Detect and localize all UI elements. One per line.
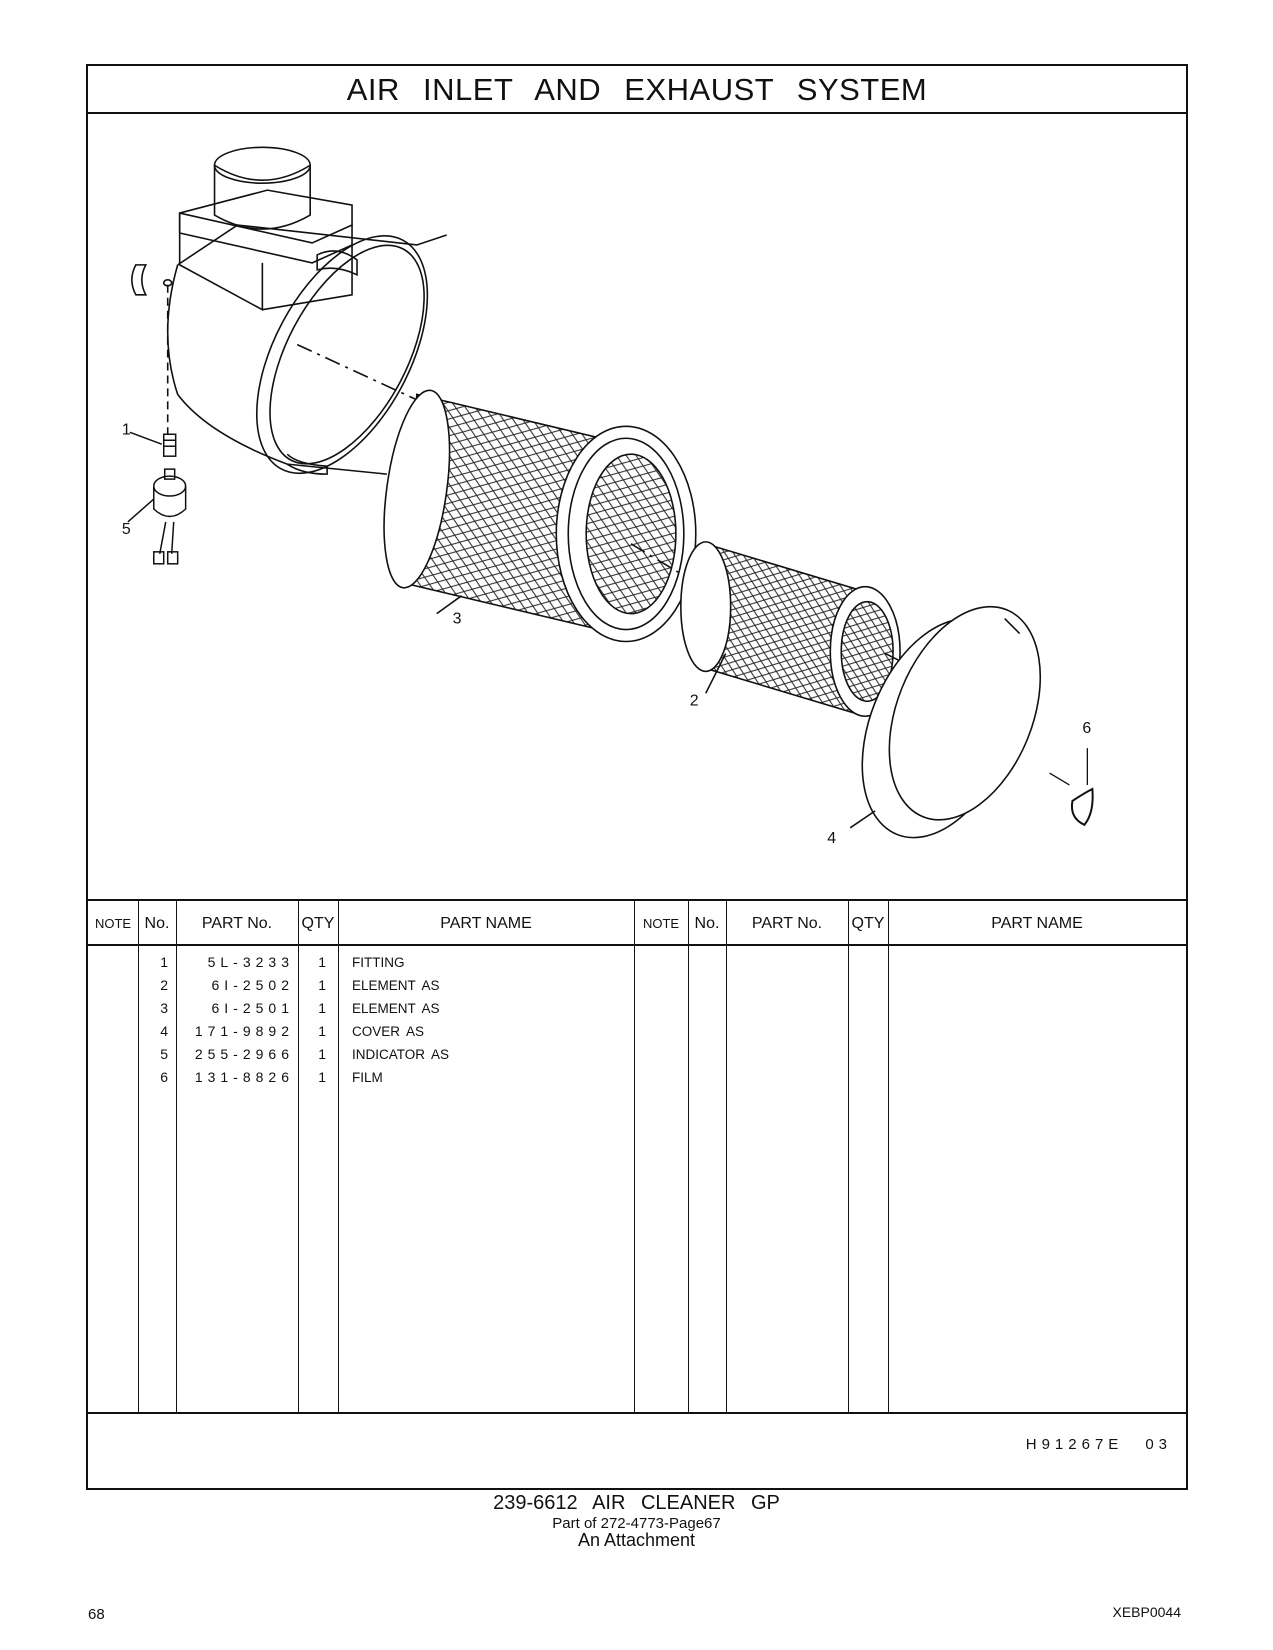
illustration-code [1026, 1436, 1172, 1453]
page-number: 68 [88, 1606, 105, 1623]
exploded-parts-illustration [88, 114, 1186, 899]
parts-table [88, 899, 1186, 1414]
header-qty-right: QTY [851, 915, 885, 932]
film-drawing [1049, 748, 1092, 825]
document-code: XEBP0044 [1112, 1604, 1181, 1620]
col-divider [688, 901, 689, 1412]
callout-4: 4 [827, 829, 837, 847]
col-divider [848, 901, 849, 1412]
group-caption: 239-6612 AIR CLEANER GP [493, 1492, 780, 1514]
header-note-left: NOTE [94, 916, 132, 931]
revision-number: 03 [1145, 1436, 1172, 1453]
table-row [88, 1066, 648, 1089]
col-divider [888, 901, 889, 1412]
row-qty: 1 [318, 1023, 326, 1039]
part-of-caption: Part of 272-4773-Page67 [552, 1515, 721, 1532]
fitting-and-indicator-drawing [128, 432, 186, 564]
table-row [88, 974, 648, 997]
row-part-no: 6I-2502 [211, 977, 294, 993]
outer-element-drawing [373, 386, 705, 641]
row-qty: 1 [318, 1046, 326, 1062]
header-no-right: No. [694, 915, 720, 932]
table-row [88, 1020, 648, 1043]
row-qty: 1 [318, 1000, 326, 1016]
row-part-no: 131-8826 [194, 1069, 294, 1085]
callout-1: 1 [121, 421, 131, 439]
attachment-caption: An Attachment [577, 1530, 696, 1550]
row-no: 2 [160, 977, 168, 993]
header-partname-right: PART NAME [991, 915, 1083, 932]
header-partno-right: PART No. [751, 915, 823, 932]
row-part-name: FILM [352, 1070, 383, 1085]
callout-3: 3 [452, 610, 462, 628]
callout-6: 6 [1082, 720, 1092, 738]
row-no: 1 [160, 954, 168, 970]
row-qty: 1 [318, 977, 326, 993]
row-part-name: COVER AS [352, 1024, 425, 1039]
callout-2: 2 [689, 692, 699, 710]
page-frame [86, 64, 1188, 1490]
air-cleaner-drawing [88, 114, 1186, 899]
row-part-name: FITTING [352, 955, 405, 970]
header-note-right: NOTE [642, 916, 680, 931]
callout-5: 5 [121, 520, 131, 538]
row-part-name: ELEMENT AS [352, 1001, 440, 1016]
table-row [88, 951, 648, 974]
row-part-no: 171-9892 [194, 1023, 294, 1039]
row-part-name: INDICATOR AS [352, 1047, 450, 1062]
section-title: AIR INLET AND EXHAUST SYSTEM [88, 66, 1186, 114]
row-part-no: 6I-2501 [211, 1000, 294, 1016]
illustration-code-value: H91267E [1025, 1436, 1124, 1453]
row-qty: 1 [318, 1069, 326, 1085]
row-part-name: ELEMENT AS [352, 978, 440, 993]
row-no: 6 [160, 1069, 168, 1085]
row-no: 5 [160, 1046, 168, 1062]
col-divider [726, 901, 727, 1412]
row-qty: 1 [318, 954, 326, 970]
header-partno-left: PART No. [201, 915, 273, 932]
table-row [88, 1043, 648, 1066]
row-no: 3 [160, 1000, 168, 1016]
row-part-no: 255-2966 [194, 1046, 294, 1062]
parts-table-header [88, 901, 1186, 946]
row-no: 4 [160, 1023, 168, 1039]
header-qty-left: QTY [301, 915, 335, 932]
header-no-left: No. [144, 915, 170, 932]
table-row [88, 997, 648, 1020]
header-partname-left: PART NAME [440, 915, 532, 932]
row-part-no: 5L-3233 [207, 954, 294, 970]
